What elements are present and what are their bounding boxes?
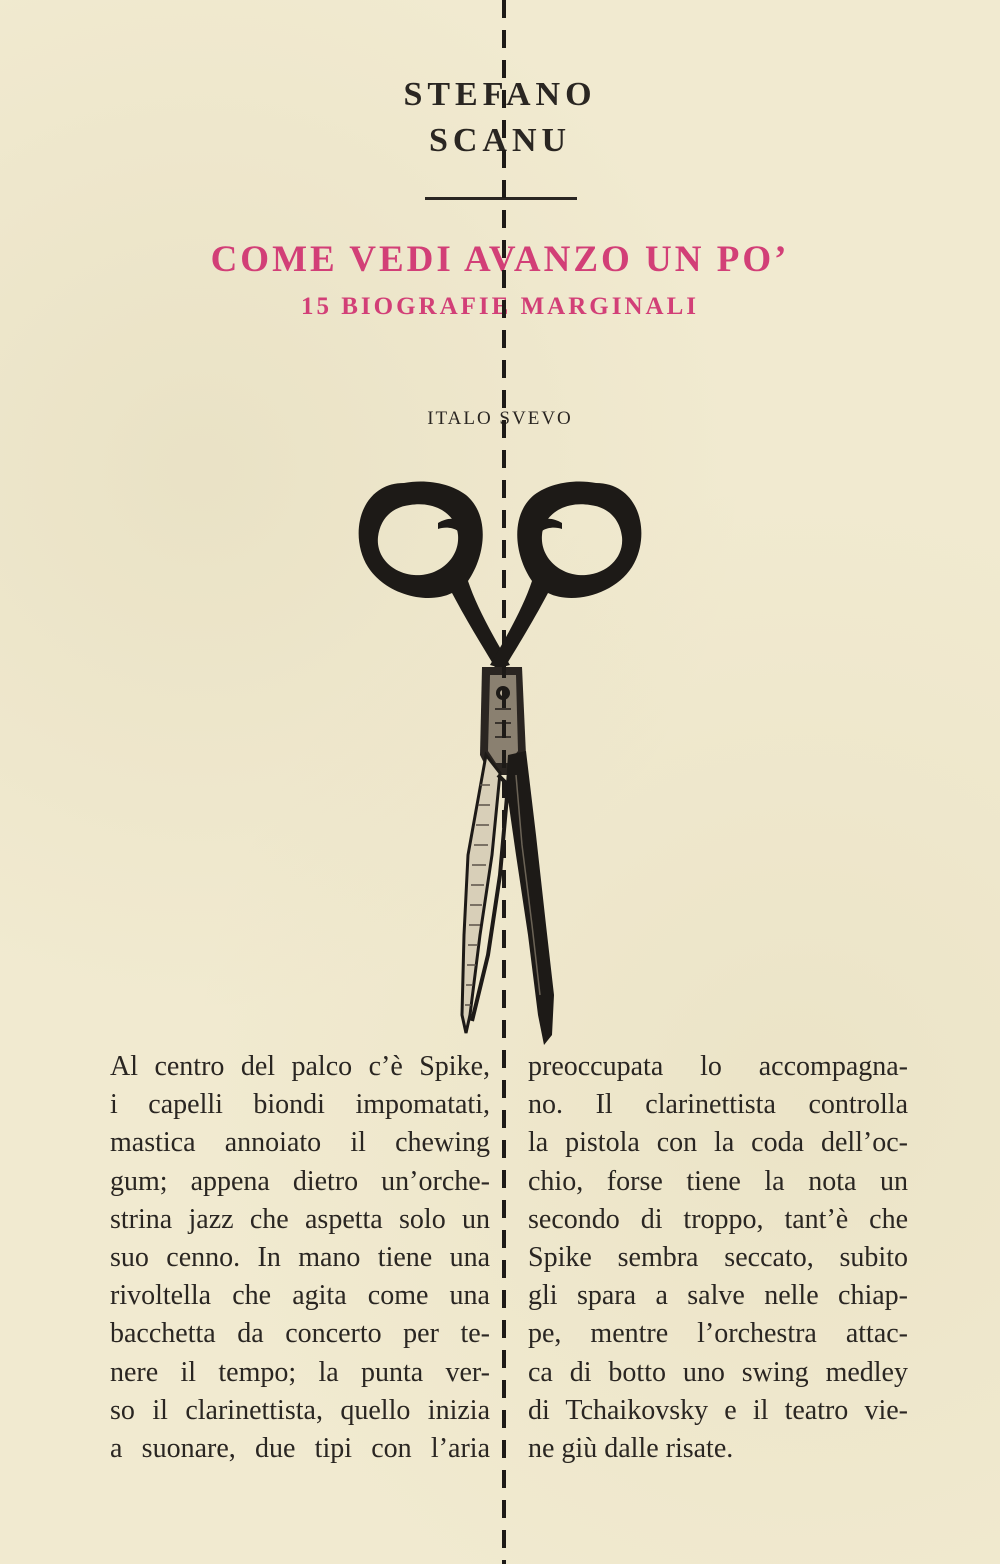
excerpt-line: a suonare, due tipi con l’aria: [110, 1432, 490, 1464]
excerpt-line: mastica annoiato il chewing: [110, 1127, 490, 1159]
excerpt-line: strina jazz che aspetta solo un: [110, 1203, 490, 1235]
excerpt-line: no. Il clarinettista controlla: [528, 1089, 908, 1121]
excerpt-line: rivoltella che agita come una: [110, 1280, 490, 1312]
excerpt-left-column: [110, 1048, 490, 1468]
excerpt-line: secondo di troppo, tant’è che: [528, 1203, 908, 1235]
excerpt-line: di Tchaikovsky e il teatro vie-: [528, 1394, 908, 1426]
book-subtitle: 15 BIOGRAFIE MARGINALI: [301, 293, 699, 320]
excerpt-line: Spike sembra seccato, subito: [528, 1241, 908, 1273]
excerpt-line: bacchetta da concerto per te-: [110, 1318, 490, 1350]
excerpt-line: preoccupata lo accompagna-: [528, 1051, 908, 1082]
excerpt-line: so il clarinettista, quello inizia: [110, 1394, 490, 1426]
excerpt-line: pe, mentre l’orchestra attac-: [528, 1318, 908, 1350]
excerpt-line: ne giù dalle risate.: [528, 1432, 734, 1464]
excerpt-line: gli spara a salve nelle chiap-: [528, 1280, 908, 1312]
excerpt-line: ca di botto uno swing medley: [528, 1356, 908, 1388]
excerpt-line: suo cenno. In mano tiene una: [110, 1241, 490, 1273]
excerpt-line: la pistola con la coda dell’oc-: [528, 1127, 908, 1159]
book-title: COME VEDI AVANZO UN PO’: [210, 239, 790, 280]
excerpt-line: chio, forse tiene la nota un: [528, 1165, 908, 1197]
excerpt-right-column: [528, 1048, 908, 1468]
author-last-name: SCANU: [428, 122, 572, 159]
excerpt-line: i capelli biondi impomatati,: [110, 1089, 490, 1121]
publisher-name: ITALO SVEVO: [427, 408, 573, 429]
excerpt-line: Al centro del palco c’è Spike,: [110, 1051, 490, 1082]
excerpt-line: nere il tempo; la punta ver-: [110, 1356, 490, 1388]
author-first-name: STEFANO: [403, 76, 597, 113]
cut-line: [500, 0, 508, 1564]
excerpt-line: gum; appena dietro un’orche-: [110, 1165, 490, 1197]
